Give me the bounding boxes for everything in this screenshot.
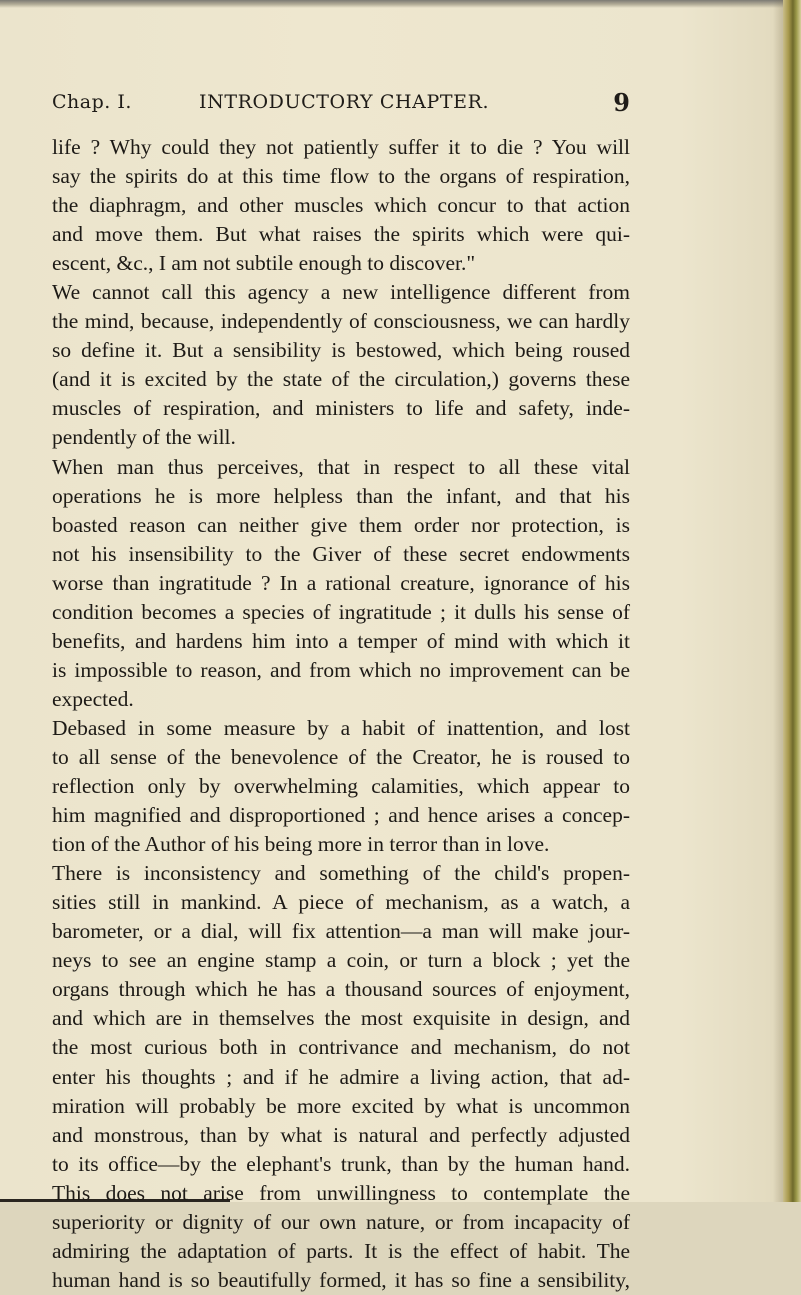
text-line: We cannot call this agency a new intelligence different from	[52, 280, 630, 305]
text-line: the mind, because, independently of consciousness, we can hardly	[52, 309, 630, 334]
text-line: muscles of respiration, and ministers to life and safety, inde-	[52, 396, 630, 421]
gutter-shadow	[773, 0, 783, 1202]
text-line: admiring the adaptation of parts. It is the effect of habit. The	[52, 1238, 630, 1263]
text-line: him magnified and disproportioned ; and hence arises a concep-	[52, 803, 630, 828]
text-line: organs through which he has a thousand sources of enjoyment,	[52, 977, 630, 1002]
text-line: This does not arise from unwillingness to contemplate the	[52, 1180, 630, 1205]
text-line: to all sense of the benevolence of the Creator, he is roused to	[52, 744, 630, 769]
text-line: the most curious both in contrivance and mechanism, do not	[52, 1035, 630, 1060]
text-line: worse than ingratitude ? In a rational creature, ignorance of his	[52, 570, 630, 595]
text-line: There is inconsistency and something of the child's propen-	[52, 861, 630, 886]
text-line: and move them. But what raises the spirits which were qui-	[52, 222, 630, 247]
text-line: operations he is more helpless than the infant, and that his	[52, 483, 630, 508]
text-line: reflection only by overwhelming calamities, which appear to	[52, 774, 630, 799]
text-line: not his insensibility to the Giver of these secret endowments	[52, 541, 630, 566]
text-line: When man thus perceives, that in respect to all these vital	[52, 454, 630, 479]
text-line: escent, &c., I am not subtile enough to discover."	[52, 251, 476, 276]
text-line: (and it is excited by the state of the circulation,) governs these	[52, 367, 630, 392]
body-text	[52, 133, 630, 1295]
running-header	[52, 88, 630, 118]
text-line: superiority or dignity of our own nature, or from incapacity of	[52, 1209, 630, 1234]
text-line: so define it. But a sensibility is bestowed, which being roused	[52, 338, 630, 363]
chapter-title: INTRODUCTORY CHAPTER.	[199, 91, 490, 113]
text-line: and monstrous, than by what is natural and perfectly adjusted	[52, 1122, 630, 1147]
book-spine-edge	[783, 0, 801, 1202]
text-line: expected.	[52, 686, 134, 711]
text-line: barometer, or a dial, will fix attention—a man will make jour-	[52, 919, 630, 944]
text-line: Debased in some measure by a habit of inattention, and lost	[52, 715, 630, 740]
text-line: sities still in mankind. A piece of mechanism, as a watch, a	[52, 890, 630, 915]
text-line: human hand is so beautifully formed, it has so fine a sensibility,	[52, 1267, 630, 1292]
text-line: miration will probably be more excited by what is uncommon	[52, 1093, 630, 1118]
text-line: enter his thoughts ; and if he admire a living action, that ad-	[52, 1064, 630, 1089]
text-line: neys to see an engine stamp a coin, or turn a block ; yet the	[52, 948, 630, 973]
text-line: benefits, and hardens him into a temper of mind with which it	[52, 628, 630, 653]
text-line: is impossible to reason, and from which no improvement can be	[52, 657, 630, 682]
text-line: pendently of the will.	[52, 425, 236, 450]
text-line: life ? Why could they not patiently suffer it to die ? You will	[52, 135, 630, 159]
page-top-edge	[0, 0, 801, 8]
chapter-label: Chap. I.	[52, 91, 132, 113]
text-line: condition becomes a species of ingratitude ; it dulls his sense of	[52, 599, 630, 624]
text-line: and which are in themselves the most exquisite in design, and	[52, 1006, 630, 1031]
text-line: the diaphragm, and other muscles which concur to that action	[52, 193, 630, 218]
text-line: tion of the Author of his being more in terror than in love.	[52, 832, 550, 857]
text-line: boasted reason can neither give them order nor protection, is	[52, 512, 630, 537]
text-line: to its office—by the elephant's trunk, than by the human hand.	[52, 1151, 630, 1176]
text-line: say the spirits do at this time flow to the organs of respiration,	[52, 164, 630, 189]
page-number: 9	[613, 88, 630, 117]
